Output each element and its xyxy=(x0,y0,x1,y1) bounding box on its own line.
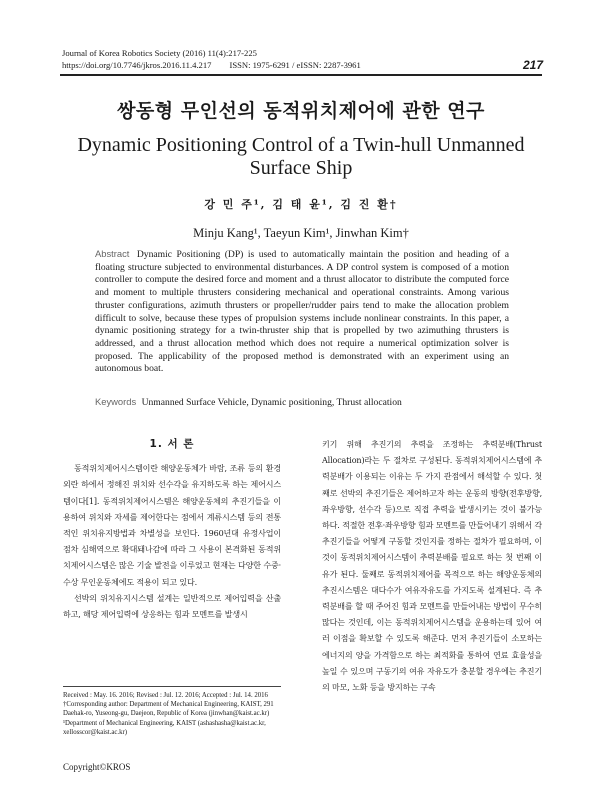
copyright: Copyright©KROS xyxy=(63,762,131,772)
journal-header xyxy=(62,47,542,71)
body-paragraph: 선박의 위치유지시스템 설계는 일반적으로 제어입력을 산출하고, 해당 제어입력에 상응하는 힘과 모멘트를 발생시 xyxy=(63,593,281,620)
section-title: 1. 서 론 xyxy=(149,438,195,450)
journal-citation: Journal of Korea Robotics Society (2016) 11(4):217-225 xyxy=(62,48,257,58)
keywords xyxy=(95,396,509,408)
issn-text: ISSN: 1975-6291 / eISSN: 2287-3961 xyxy=(229,60,361,70)
body-paragraph: 키기 위해 추진기의 추력을 조정하는 추력분배(Thrust Allocation)라는 두 절차로 구성된다. 동적위치제어시스템에 추력분배가 이용되는 이유는 두 가지 관점에서 해석할 수 있다. 첫째로 선박의 추진기들은 제어하고자 하는 운동의 방향(전후방향, 좌우방향, 선수각 등)으로 직접 추력을 발생시키는 것이 불가능하다. 적절한 전후·좌우방향 힘과 모멘트를 만들어내기 위해서 각 추진기들을 어떻게 구동할 것인지를 정하는 절차가 필요하며, 이것이 동적위치제어시스템이 추력분배를 필요로 하는 첫 번째 이유가 된다. 둘째로 동적위치제어를 목적으로 하는 해양운동체의 추진시스템은 대다수가 여유자유도를 가지도록 설계된다. 즉 추력분배를 할 때 주어진 힘과 모멘트를 만들어내는 방법이 무수히 많다는 것인데, 이는 동적위치제어시스템을 운용하는데 있어 여러 이점을 확보할 수 있도록 해준다. 먼저 추진기들이 소모하는 에너지의 양을 가격함으로 하는 최적화를 통하여 연료 효율성을 높일 수 있으며 구동기의 여유 자유도가 충분할 경우에는 추진기의 마모, 노화 등을 방지하는 구속 xyxy=(322,440,542,693)
right-column xyxy=(322,437,542,696)
left-column xyxy=(63,436,281,623)
corresponding-author-note: †Corresponding author: Department of Mechanical Engineering, KAIST, 291 Daehak-ro, Yuseong-gu, Daejeon, Republic of Korea (jinwhan@kaist.ac.kr) xyxy=(63,701,274,718)
authors-korean: 강 민 주¹, 김 태 윤¹, 김 진 환† xyxy=(204,198,398,211)
title-english-line1: Dynamic Positioning Control of a Twin-hull Unmanned xyxy=(77,134,525,156)
doi-line xyxy=(62,59,542,71)
received-dates: Received : May. 16. 2016; Revised : Jul. 12. 2016; Accepted : Jul. 14. 2016 xyxy=(63,692,268,699)
doi-link[interactable]: https://doi.org/10.7746/jkros.2016.11.4.217 xyxy=(62,60,212,70)
title-korean: 쌍동형 무인선의 동적위치제어에 관한 연구 xyxy=(117,100,485,122)
abstract-label: Abstract xyxy=(95,248,130,259)
body-paragraph: 동적위치제어시스템이란 해양운동체가 바람, 조류 등의 환경외란 하에서 정해진 위치와 선수각을 유지하도록 하는 제어시스템이다[1]. 동적위치제어시스템은 해양운동체의 추진기들을 이용하여 위치와 자세를 제어한다는 점에서 계류시스템 등의 전통적인 위치유지방법과 차별성을 보인다. 1960년대 유정사업이 점차 심해역으로 확대돼나감에 따라 그 사용이 본격화된 동적위치제어시스템은 많은 기술 발전을 이루었고 현재는 다양한 수중·수상 무인운동체에도 적용이 되고 있다. xyxy=(63,464,281,587)
footnotes xyxy=(63,686,281,737)
title-english-line2: Surface Ship xyxy=(249,157,353,179)
keywords-label: Keywords xyxy=(95,396,137,407)
keywords-text: Unmanned Surface Vehicle, Dynamic positioning, Thrust allocation xyxy=(141,397,402,408)
abstract xyxy=(95,248,509,376)
header-rule xyxy=(60,74,542,76)
authors-english: Minju Kang¹, Taeyun Kim¹, Jinwhan Kim† xyxy=(193,226,409,240)
abstract-text: Dynamic Positioning (DP) is used to automatically maintain the position and heading of a floating structure subjected to environmental disturbances. A DP control system is composed of a motion controller to compute the desired force and moment and a thrust allocator to distribute the computed force and moment to multiple thrusters considering mechanical and operational constraints. Among various thruster configurations, azimuth thrusters or propeller/rudder pairs tend to make the allocation problem difficult to solve, because these types of propulsion systems include nonlinear constraints. In this paper, a dynamic positioning strategy for a twin-thruster ship that is propelled by two azimuthing thrusters is addressed, and a thrust allocation method which does not require a numerical optimization solver is proposed. The applicability of the proposed method is demonstrated with an experiment using an autonomous boat. xyxy=(95,249,509,375)
affiliation-note: ¹Department of Mechanical Engineering, KAIST (ashashasha@kaist.ac.kr, xellosscor@kaist.ac.kr) xyxy=(63,719,266,736)
page-number: 217 xyxy=(522,58,543,72)
title-english xyxy=(60,134,542,180)
